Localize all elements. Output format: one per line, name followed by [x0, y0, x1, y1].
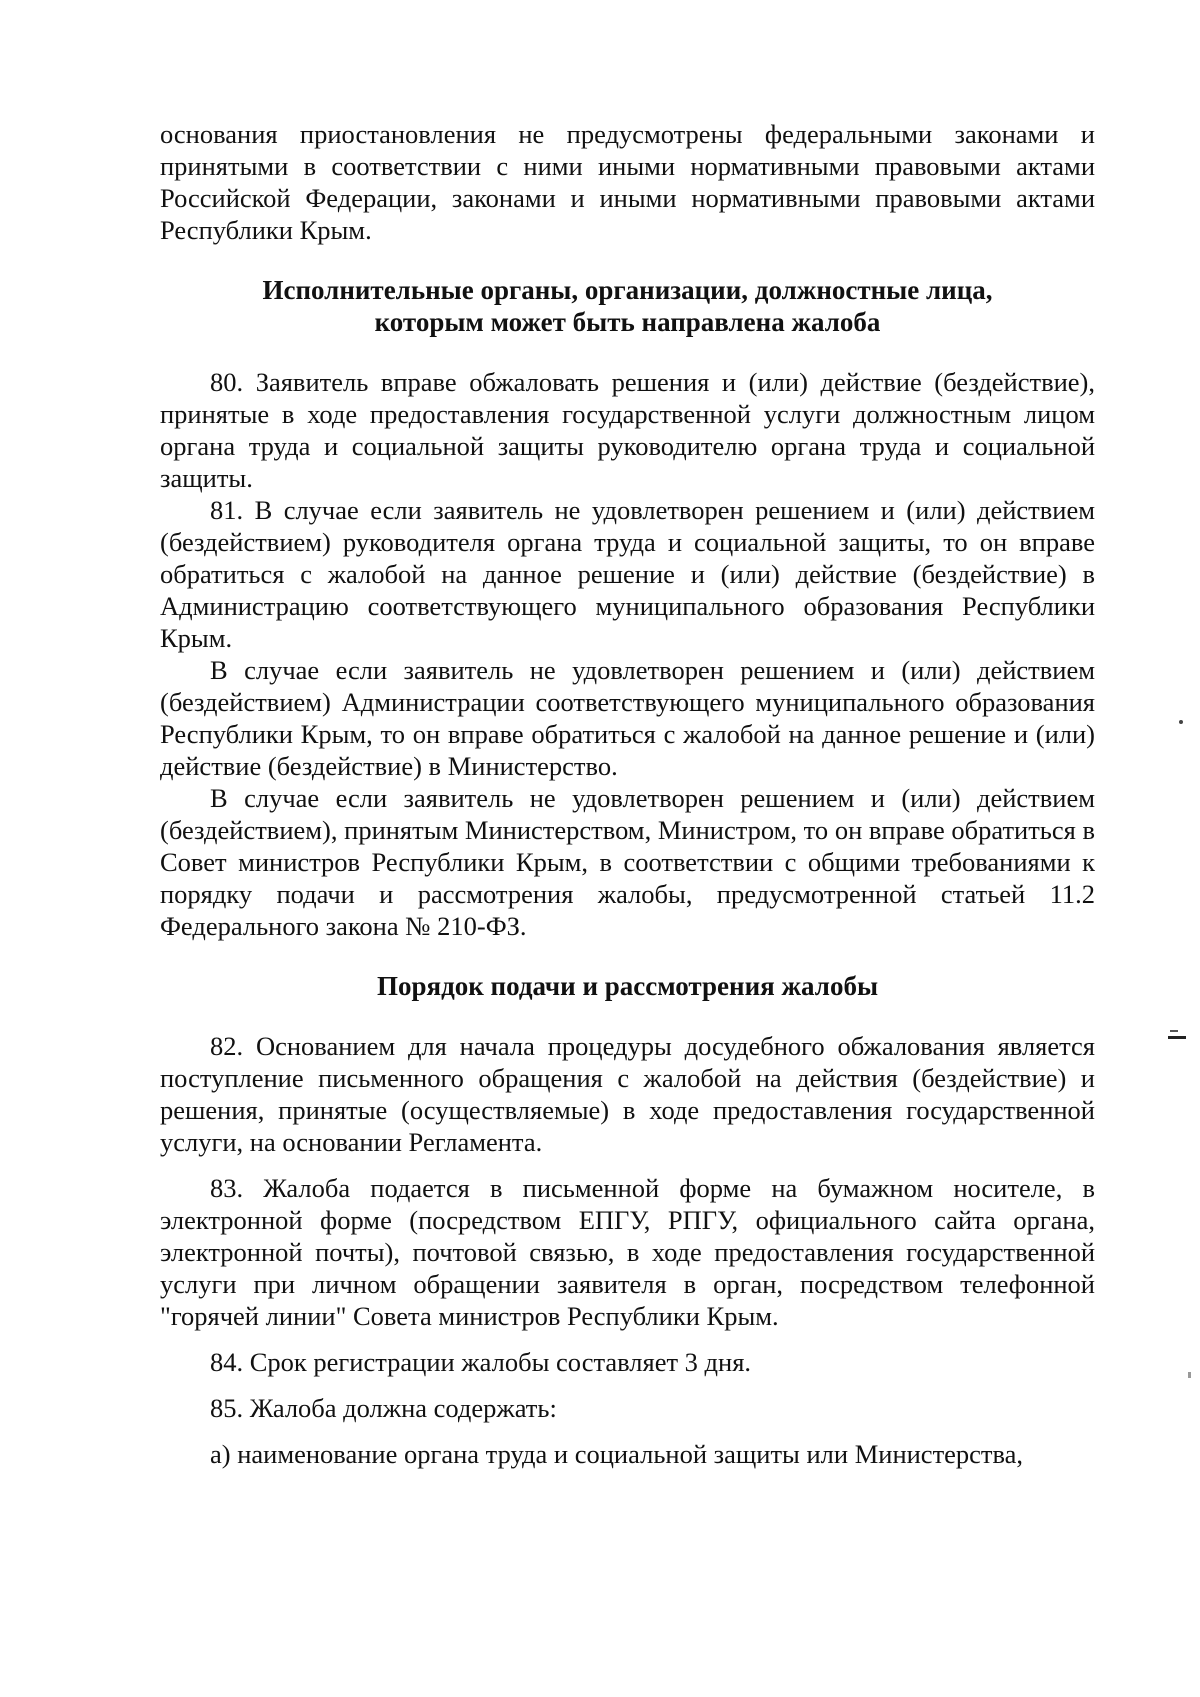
paragraph-81-ministry: В случае если заявитель не удовлетворен решением и (или) действием (бездействием), принятым Министерством, Министром, то он вправе обратиться в Совет министров Республики Крым, в соответствии с общими требованиями к порядку подачи и рассмотрения жалобы, предусмотренной статьей 11.2 Федерального закона № 210-ФЗ.	[160, 783, 1095, 941]
paragraph-81: 81. В случае если заявитель не удовлетворен решением и (или) действием (бездействием) руководителя органа труда и социальной защиты, то он вправе обратиться с жалобой на данное решение и (или) действие (бездействие) в Администрацию соответствующего муниципального образования Республики Крым.	[160, 495, 1095, 653]
scan-speck	[1188, 1372, 1191, 1378]
paragraph-84: 84. Срок регистрации жалобы составляет 3 дня.	[210, 1347, 752, 1377]
scan-mark	[1170, 1030, 1178, 1032]
spacer	[160, 1332, 1095, 1346]
paragraph-83: 83. Жалоба подается в письменной форме на бумажном носителе, в электронной форме (посредством ЕПГУ, РПГУ, официального сайта органа, электронной почты), почтовой связью, в ходе предоставления государственной услуги при личном обращении заявителя в орган, посредством телефонной "горячей линии" Совета министров Республики Крым.	[160, 1173, 1095, 1331]
spacer	[160, 1424, 1095, 1438]
section-heading-complaint-recipients: Исполнительные органы, организации, должностные лица, которым может быть направлена жалоба	[262, 275, 993, 337]
paragraph-82: 82. Основанием для начала процедуры досудебного обжалования является поступление письменного обращения с жалобой на действия (бездействие) и решения, принятые (осуществляемые) в ходе предоставления государственной услуги, на основании Регламента.	[160, 1031, 1095, 1157]
paragraph-80: 80. Заявитель вправе обжаловать решения и (или) действие (бездействие), принятые в ходе предоставления государственной услуги должностным лицом органа труда и социальной защиты руководителю органа труда и социальной защиты.	[160, 367, 1095, 493]
paragraph-intro: основания приостановления не предусмотрены федеральными законами и принятыми в соответствии с ними иными нормативными правовыми актами Российской Федерации, законами и иными нормативными правовыми актами Республики Крым.	[160, 119, 1095, 245]
spacer	[160, 246, 1095, 274]
paragraph-85-a: а) наименование органа труда и социальной защиты или Министерства,	[210, 1439, 1024, 1469]
section-heading-complaint-procedure: Порядок подачи и рассмотрения жалобы	[376, 971, 879, 1001]
spacer	[160, 942, 1095, 970]
scan-mark	[1168, 1036, 1186, 1039]
spacer	[160, 1002, 1095, 1030]
spacer	[160, 1378, 1095, 1392]
document-body	[160, 118, 1095, 1470]
spacer	[160, 338, 1095, 366]
spacer	[160, 1158, 1095, 1172]
scan-speck	[1179, 720, 1183, 724]
paragraph-81-administration: В случае если заявитель не удовлетворен решением и (или) действием (бездействием) Администрации соответствующего муниципального образования Республики Крым, то он вправе обратиться с жалобой на данное решение и (или) действие (бездействие) в Министерство.	[160, 655, 1095, 781]
paragraph-85: 85. Жалоба должна содержать:	[210, 1393, 557, 1423]
